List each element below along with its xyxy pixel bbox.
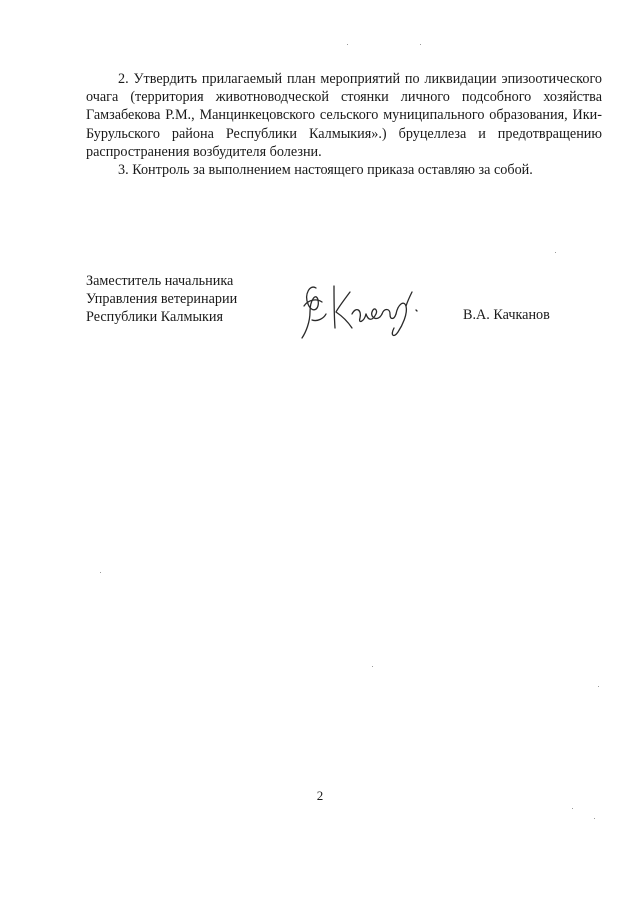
paragraph-item-3: 3. Контроль за выполнением настоящего приказа оставляю за собой. xyxy=(118,162,533,179)
document-body xyxy=(86,70,602,179)
scan-speck xyxy=(598,686,599,687)
scan-speck xyxy=(555,252,556,253)
signer-name: В.А. Качканов xyxy=(463,307,550,323)
scan-speck xyxy=(347,44,348,45)
page-number: 2 xyxy=(316,788,324,803)
scan-speck xyxy=(572,808,573,809)
position-line: Заместитель начальника xyxy=(86,273,234,289)
paragraph-item-2: 2. Утвердить прилагаемый план мероприятий по ликвидации эпизоотического очага (территория животноводческой стоянки личного подсобного хозяйства Гамзабекова Р.М., Манцинкецовского сельского муниципального образования, Ики-Бурульского района Республики Калмыкия».) бруцеллеза и предотвращению распространения возбудителя болезни. xyxy=(86,71,602,160)
position-line: Управления ветеринарии xyxy=(86,291,238,307)
signatory-position xyxy=(86,272,237,326)
handwritten-signature-icon xyxy=(290,270,430,342)
scan-speck xyxy=(420,44,421,45)
position-line: Республики Калмыкия xyxy=(86,309,224,325)
scan-speck xyxy=(372,666,373,667)
scan-speck xyxy=(100,572,101,573)
scan-speck xyxy=(594,818,595,819)
